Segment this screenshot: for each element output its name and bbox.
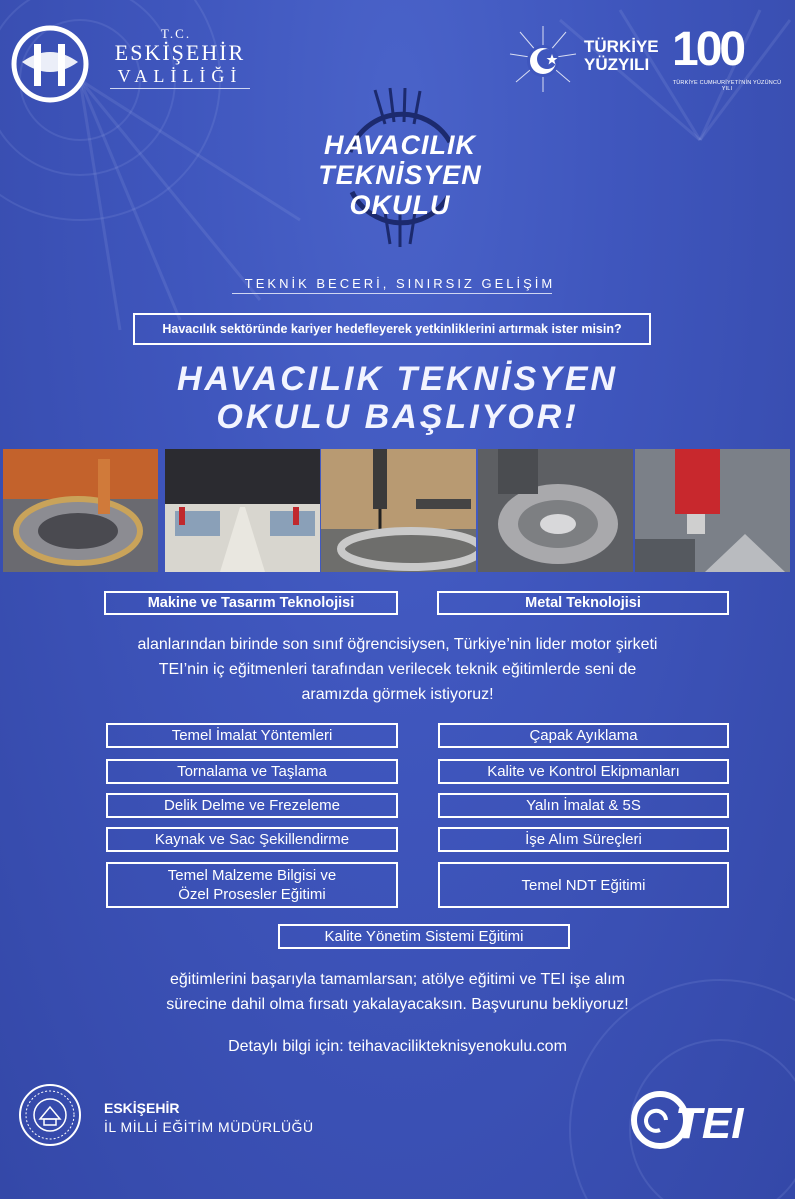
centennial-number: 100 [672, 23, 744, 76]
headline-line1: HAVACILIK TEKNİSYEN [176, 360, 619, 398]
course-temel-imalat: Temel İmalat Yöntemleri [106, 723, 398, 748]
intro-line2: TEI’nin iç eğitmenleri tarafından verilecek teknik eğitimlerde seni de [158, 661, 637, 678]
governorship-office: VALİLİĞİ [117, 66, 243, 86]
headline-line2: OKULU BAŞLIYOR! [216, 398, 579, 436]
school-title-line1: HAVACILIK [324, 130, 476, 160]
program-metal-teknolojisi: Metal Teknolojisi [437, 591, 729, 615]
centennial-caption: TÜRKİYE CUMHURİYETİ'NİN YÜZÜNCÜ YILI [672, 80, 782, 92]
tei-logo-icon [630, 1090, 770, 1150]
course-malzeme-line2: Özel Prosesler Eğitimi [178, 886, 326, 903]
question-box: Havacılık sektöründe kariyer hedefleyerek yetkinliklerini artırmak ister misin? [133, 313, 651, 345]
course-malzeme-bilgisi [106, 862, 398, 908]
turkiye-yuzyili-line1: TÜRKİYE [584, 37, 659, 56]
photo-cnc-machining-center [635, 449, 790, 572]
intro-paragraph [60, 632, 735, 707]
intro-line3: aramızda görmek istiyoruz! [301, 686, 494, 703]
governorship-divider [110, 88, 250, 89]
meb-seal-icon [18, 1083, 82, 1147]
course-capak-ayiklama: Çapak Ayıklama [438, 723, 729, 748]
course-kalite-kontrol: Kalite ve Kontrol Ekipmanları [438, 759, 729, 784]
school-title [250, 130, 550, 220]
intro-line1: alanlarından birinde son sınıf öğrencisiysen, Türkiye’nin lider motor şirketi [137, 636, 658, 653]
outro-paragraph [60, 967, 735, 1017]
governorship-city: ESKİŞEHİR [114, 40, 246, 65]
meb-name: İL MİLLİ EĞİTİM MÜDÜRLÜĞÜ [104, 1119, 314, 1135]
governorship-tc: T.C. [160, 26, 192, 41]
course-kaynak-sac: Kaynak ve Sac Şekillendirme [106, 827, 398, 852]
course-kalite-yonetim: Kalite Yönetim Sistemi Eğitimi [278, 924, 570, 949]
school-slogan: TEKNİK BECERİ, SINIRSIZ GELİŞİM [244, 276, 556, 291]
turkiye-yuzyili-line2: YÜZYILI [584, 55, 650, 74]
slogan-divider [232, 293, 552, 294]
course-tornalama: Tornalama ve Taşlama [106, 759, 398, 784]
info-link[interactable]: Detaylı bilgi için: teihavacilikteknisyenokulu.com [228, 1038, 567, 1055]
course-ise-alim: İşe Alım Süreçleri [438, 827, 729, 852]
turkiye-yuzyili-text [584, 38, 664, 74]
meb-city: ESKİŞEHİR [104, 1100, 180, 1116]
school-title-line2: TEKNİSYEN [318, 160, 482, 190]
course-yalin-imalat: Yalın İmalat & 5S [438, 793, 729, 818]
program-makine-tasarim: Makine ve Tasarım Teknolojisi [104, 591, 398, 615]
tei-logo-text: TEI [675, 1099, 744, 1148]
outro-line1: eğitimlerini başarıyla tamamlarsan; atölye eğitimi ve TEI işe alım [170, 971, 625, 988]
turkiye-yuzyili-emblem-icon [508, 24, 578, 94]
photo-turbine-ring-machining [3, 449, 158, 572]
course-ndt: Temel NDT Eğitimi [438, 862, 729, 908]
course-delik-delme: Delik Delme ve Frezeleme [106, 793, 398, 818]
photo-machined-engine-part [478, 449, 633, 572]
school-title-line3: OKULU [349, 190, 451, 220]
headline [60, 360, 735, 436]
outro-line2: sürecine dahil olma fırsatı yakalayacaksın. Başvurunu bekliyoruz! [166, 996, 629, 1013]
eskisehir-governorship-logo-icon [8, 22, 92, 106]
photo-cmm-probe-measurement [321, 449, 476, 572]
course-malzeme-line1: Temel Malzeme Bilgisi ve [167, 867, 337, 884]
photo-factory-hall [165, 449, 320, 572]
